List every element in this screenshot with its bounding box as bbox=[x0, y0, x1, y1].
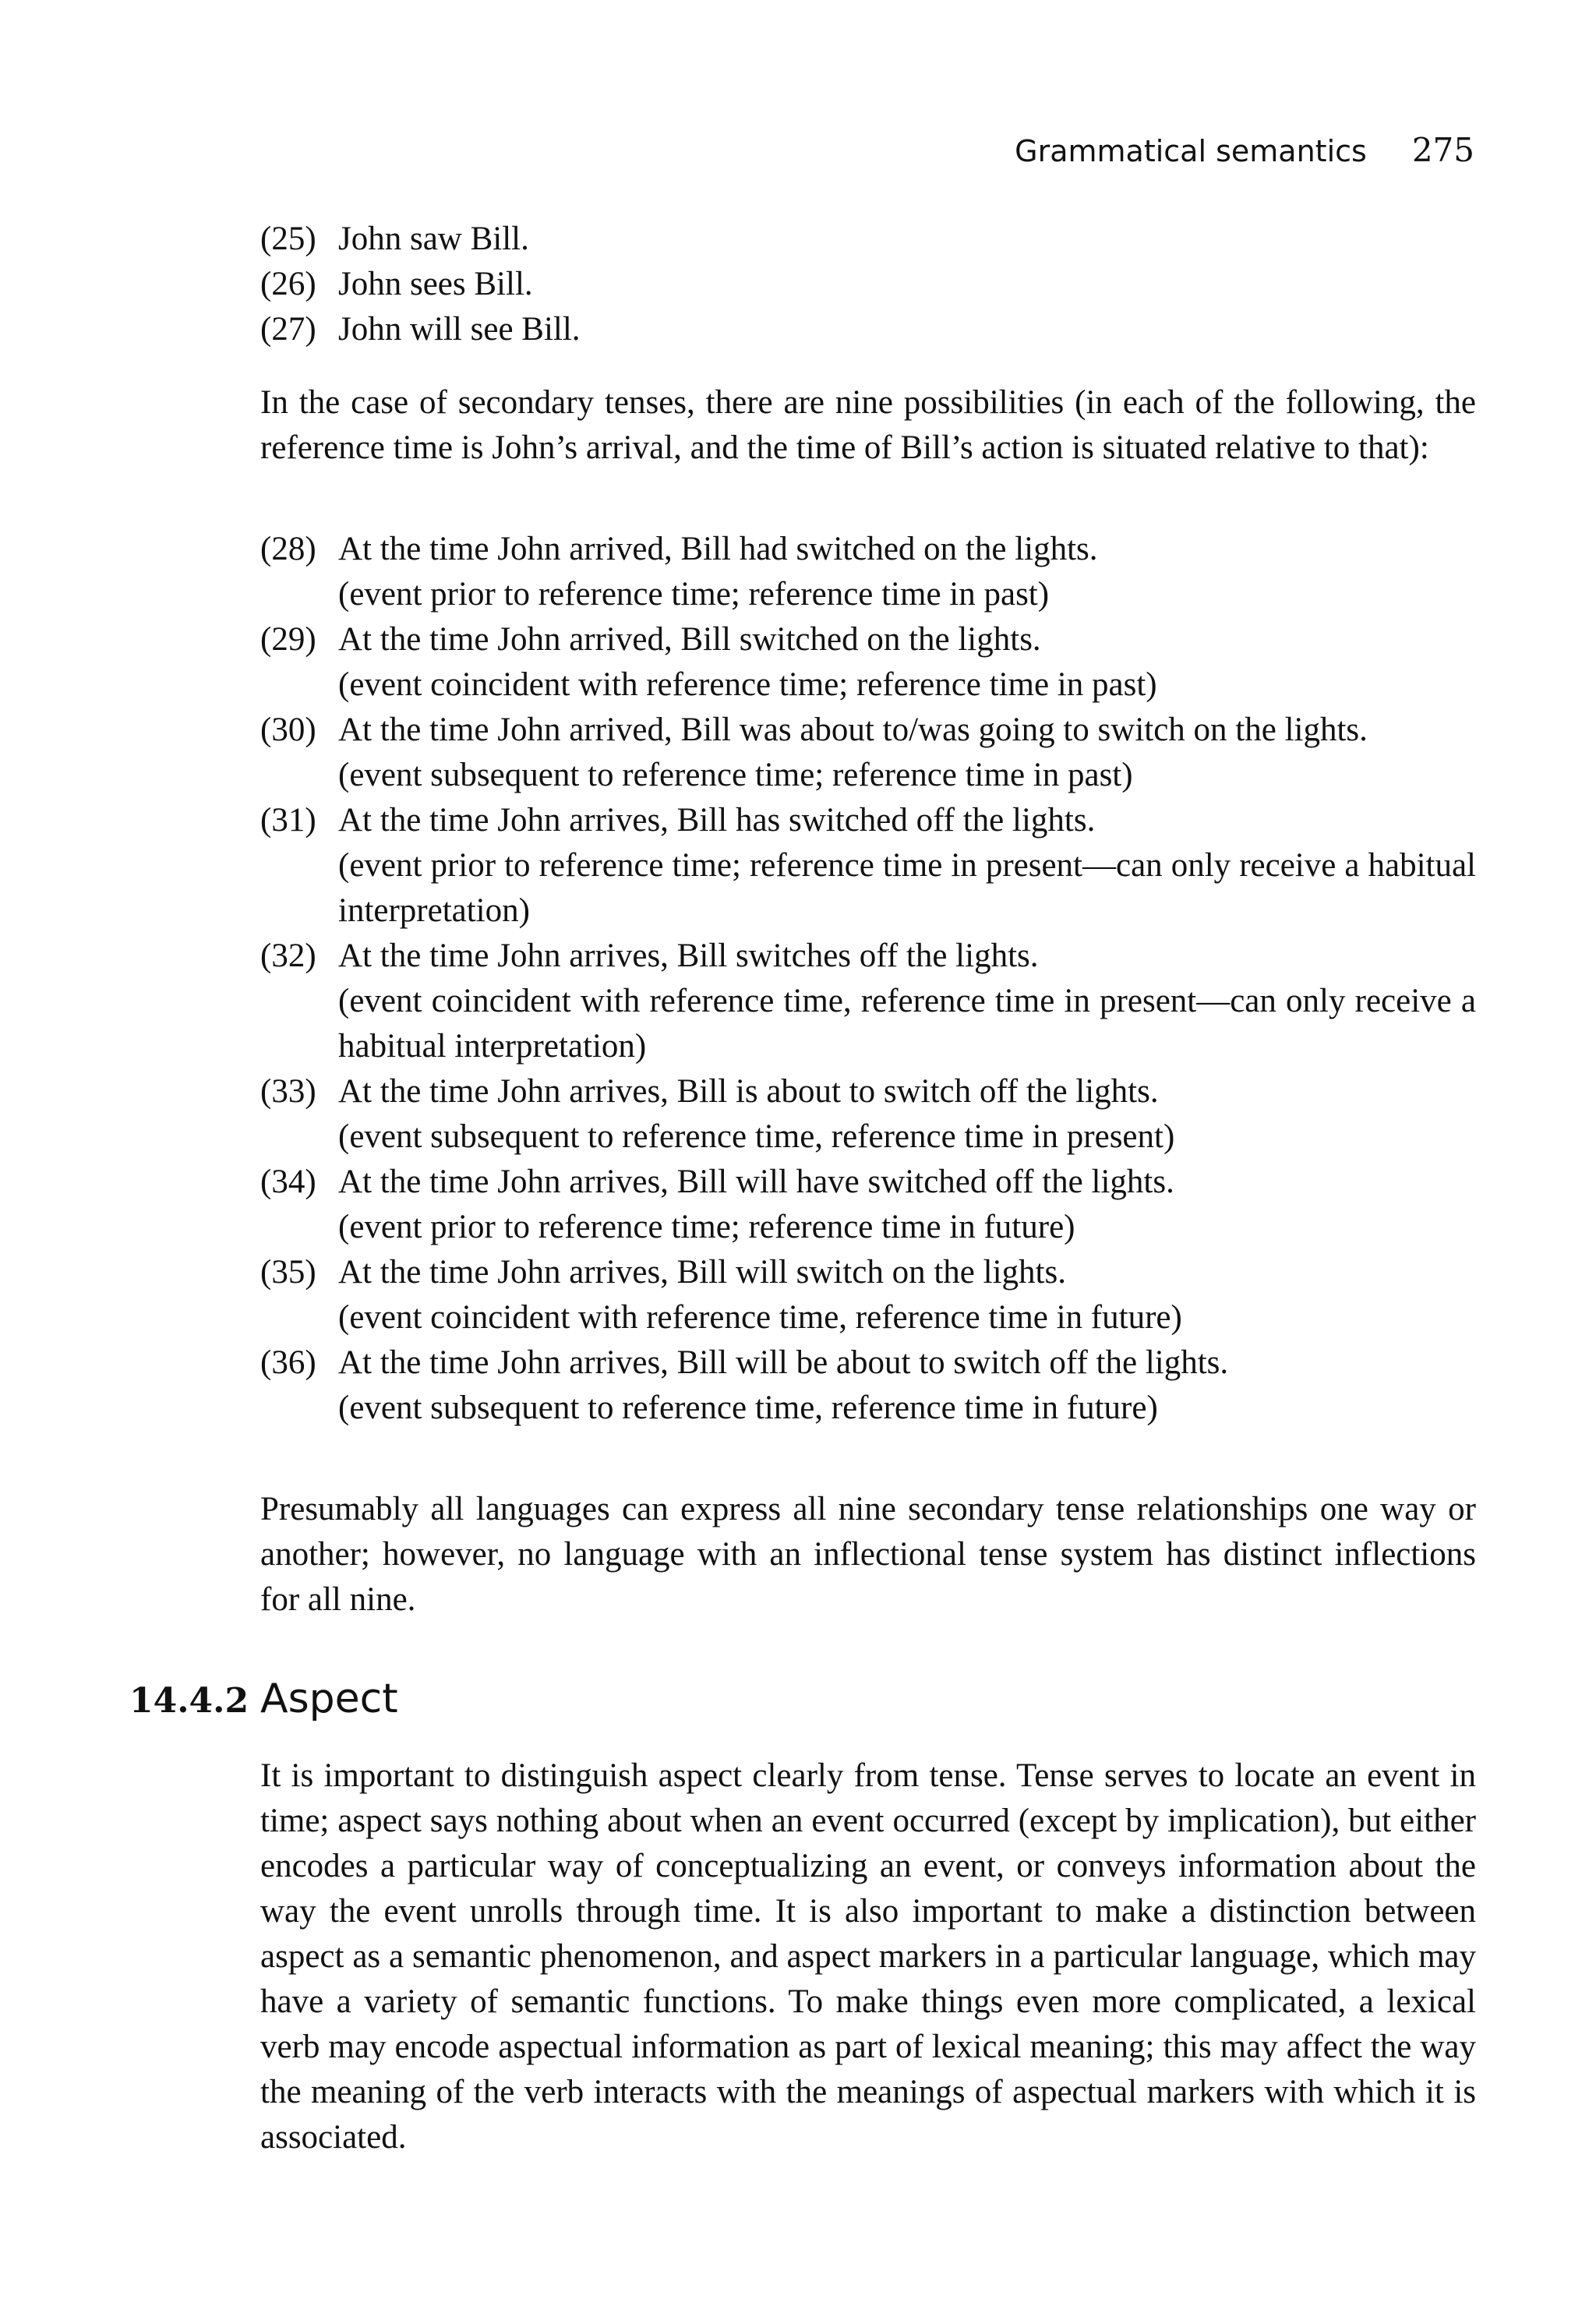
example-item bbox=[260, 1250, 1476, 1340]
example-gloss: (event subsequent to reference time, reference time in present) bbox=[338, 1118, 1175, 1155]
example-body bbox=[338, 708, 1476, 798]
example-gloss: (event prior to reference time; reference time in past) bbox=[338, 576, 1050, 613]
example-text: At the time John arrived, Bill switched on the lights. bbox=[338, 621, 1041, 658]
example-text: At the time John arrives, Bill is about to switch off the lights. bbox=[338, 1073, 1159, 1110]
example-text: At the time John arrives, Bill switches off the lights. bbox=[338, 938, 1039, 974]
section-number: 14.4.2 bbox=[129, 1681, 249, 1721]
example-number: (34) bbox=[260, 1164, 316, 1200]
example-body bbox=[338, 1069, 1476, 1160]
example-text: John will see Bill. bbox=[338, 311, 581, 348]
running-head bbox=[951, 131, 1474, 178]
section-title: Aspect bbox=[260, 1676, 398, 1722]
example-item bbox=[260, 527, 1476, 617]
example-body bbox=[338, 527, 1476, 617]
example-body bbox=[338, 617, 1476, 708]
example-item bbox=[260, 262, 1476, 307]
example-item bbox=[260, 1160, 1476, 1250]
example-item bbox=[260, 1069, 1476, 1160]
example-number: (27) bbox=[260, 311, 316, 348]
example-item bbox=[260, 1340, 1476, 1431]
example-text: At the time John arrived, Bill was about to/was going to switch on the lights. bbox=[338, 712, 1368, 748]
example-text: At the time John arrived, Bill had switched on the lights. bbox=[338, 531, 1098, 567]
example-number: (31) bbox=[260, 802, 316, 839]
example-gloss: (event coincident with reference time, reference time in future) bbox=[338, 1299, 1182, 1336]
example-item bbox=[260, 798, 1476, 934]
example-body bbox=[338, 1250, 1476, 1340]
example-item bbox=[260, 708, 1476, 798]
example-number: (30) bbox=[260, 712, 316, 748]
example-number: (36) bbox=[260, 1344, 316, 1381]
example-number: (25) bbox=[260, 221, 316, 257]
example-text: At the time John arrives, Bill will be about to switch off the lights. bbox=[338, 1344, 1229, 1381]
example-number: (33) bbox=[260, 1073, 316, 1110]
example-text: John sees Bill. bbox=[338, 266, 533, 302]
example-list-secondary bbox=[260, 527, 1476, 1431]
example-gloss: (event coincident with reference time, reference time in present—can only receive a habitual interpretation) bbox=[338, 983, 1476, 1065]
example-text: At the time John arrives, Bill will switch on the lights. bbox=[338, 1254, 1066, 1291]
example-body bbox=[338, 934, 1476, 1069]
example-gloss: (event subsequent to reference time, reference time in future) bbox=[338, 1390, 1158, 1426]
example-body bbox=[338, 1160, 1476, 1250]
example-number: (32) bbox=[260, 938, 316, 974]
section-heading bbox=[129, 1676, 1478, 1738]
example-gloss: (event prior to reference time; reference time in present—can only receive a habitual interpretation) bbox=[338, 847, 1476, 929]
example-text: At the time John arrives, Bill will have switched off the lights. bbox=[338, 1164, 1174, 1200]
example-gloss: (event coincident with reference time; reference time in past) bbox=[338, 666, 1157, 703]
example-gloss: (event subsequent to reference time; reference time in past) bbox=[338, 757, 1133, 793]
example-item bbox=[260, 217, 1476, 262]
example-item bbox=[260, 617, 1476, 708]
example-number: (26) bbox=[260, 266, 316, 302]
page-number: 275 bbox=[1411, 131, 1474, 169]
example-text: At the time John arrives, Bill has switched off the lights. bbox=[338, 802, 1096, 839]
example-text: John saw Bill. bbox=[338, 221, 529, 257]
running-head-title: Grammatical semantics bbox=[1015, 134, 1367, 168]
example-body bbox=[338, 798, 1476, 934]
body-paragraph: In the case of secondary tenses, there are nine possibilities (in each of the following, the reference time is John’s arrival, and the time of Bill’s action is situated relative to that): bbox=[260, 384, 1476, 466]
example-number: (29) bbox=[260, 621, 316, 658]
example-item bbox=[260, 307, 1476, 352]
example-list-primary bbox=[260, 217, 1476, 352]
example-body bbox=[338, 1340, 1476, 1431]
body-paragraph: It is important to distinguish aspect clearly from tense. Tense serves to locate an event in time; aspect says nothing about when an event occurred (except by implication), but either encodes a particular way of conceptualizing an event, or conveys information about the way the event unrolls through time. It is also important to make a distinction between aspect as a semantic phenomenon, and aspect markers in a particular language, which may have a variety of semantic functions. To make things even more complicated, a lexical verb may encode aspectual information as part of lexical meaning; this may affect the way the meaning of the verb interacts with the meanings of aspectual markers with which it is associated. bbox=[260, 1757, 1476, 2156]
example-gloss: (event prior to reference time; reference time in future) bbox=[338, 1209, 1075, 1245]
body-paragraph: Presumably all languages can express all nine secondary tense relationships one way or another; however, no language with an inflectional tense system has distinct inflections for all nine. bbox=[260, 1491, 1476, 1618]
example-item bbox=[260, 934, 1476, 1069]
example-number: (28) bbox=[260, 531, 316, 567]
example-number: (35) bbox=[260, 1254, 316, 1291]
